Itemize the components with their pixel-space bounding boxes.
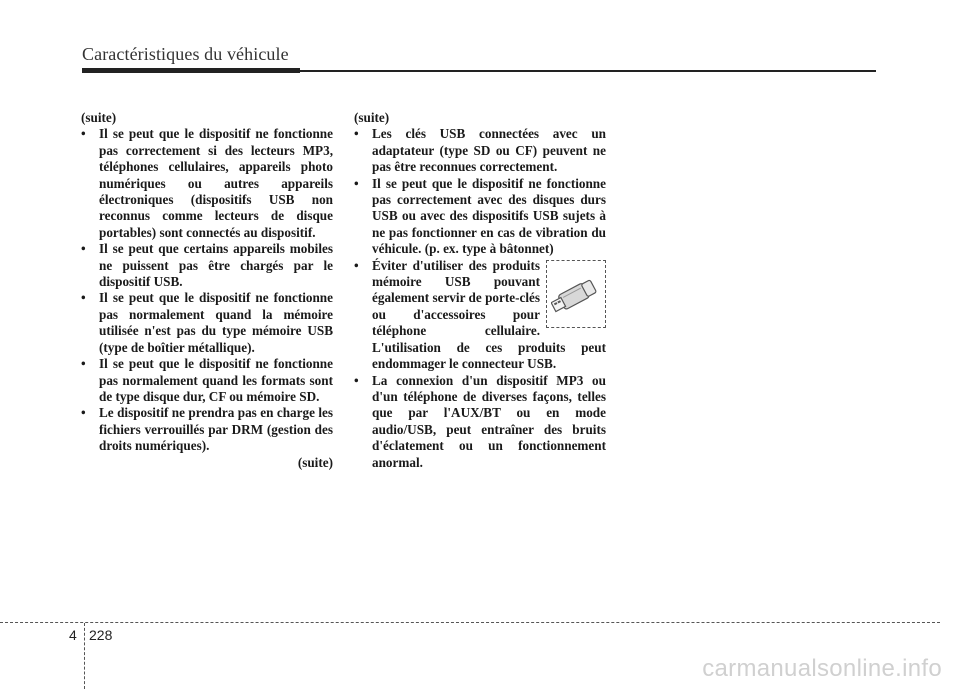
header-rule-thick [82,68,300,73]
bullet: • [81,126,86,142]
footer-dashed-divider [84,623,85,689]
bullet: • [81,405,86,421]
list-item: • Les clés USB connectées avec un adaptateur (type SD ou CF) peuvent ne pas être reconnues correctement. [354,126,606,175]
bullet: • [81,290,86,306]
list-item: • Il se peut que le dispositif ne fonctionne pas correctement si des lecteurs MP3, téléphones cellulaires, appareils photo numériques ou autres appareils électroniques (dispositifs USB non reconnus comme lecteurs de disque portables) sont connectés au dispositif. [81,126,333,240]
list-item: • Le dispositif ne prendra pas en charge les fichiers verrouillés par DRM (gestion des droits numériques). [81,405,333,454]
list-item: • Il se peut que le dispositif ne fonctionne pas normalement quand les formats sont de type disque dur, CF ou mémoire SD. [81,356,333,404]
list-item: • Il se peut que le dispositif ne fonctionne pas normalement quand la mémoire utilisée n'est pas du type mémoire USB (type de boîtier métallique). [81,290,333,355]
list-item: • La connexion d'un dispositif MP3 ou d'un téléphone de diverses façons, telles que par l'AUX/BT ou en mode audio/USB, peut entraîner des bruits d'éclatement ou un fonctionnement anormal. [354,372,606,470]
bullet: • [354,372,359,388]
watermark: carmanualsonline.info [702,655,942,682]
bullet: • [354,175,359,191]
usb-flash-drive-icon [546,260,606,328]
list-item: • Il se peut que certains appareils mobiles ne puissent pas être chargés par le dispositif USB. [81,241,333,290]
list-item: • Il se peut que le dispositif ne fonctionne pas correctement avec des disques durs USB ou avec des dispositifs USB sujets à ne pas fonctionner en cas de vibration du véhicule. (p. ex. type à bâtonnet) [354,175,606,257]
bullet: • [354,126,359,142]
chapter-number: 4 [69,627,77,643]
continues-label: (suite) [297,454,333,470]
list-item: • Éviter d'utiliser des produits mémoire USB pouvant également servir de porte-clés ou d'accessoires pour téléphone cellulaire. L'utilisation de ces produits peut endommager le connecteur USB. [354,257,606,372]
left-column [81,110,333,471]
header-title: Caractéristiques du véhicule [82,44,289,64]
bullet: • [81,356,86,372]
continued-label: (suite) [81,110,117,125]
continued-label: (suite) [354,110,390,125]
page-number: 228 [89,627,113,643]
bullet: • [81,241,86,257]
footer-dashed-rule [0,622,940,623]
bullet: • [354,257,359,273]
header-rule-thin [300,70,876,72]
right-column [354,110,606,471]
